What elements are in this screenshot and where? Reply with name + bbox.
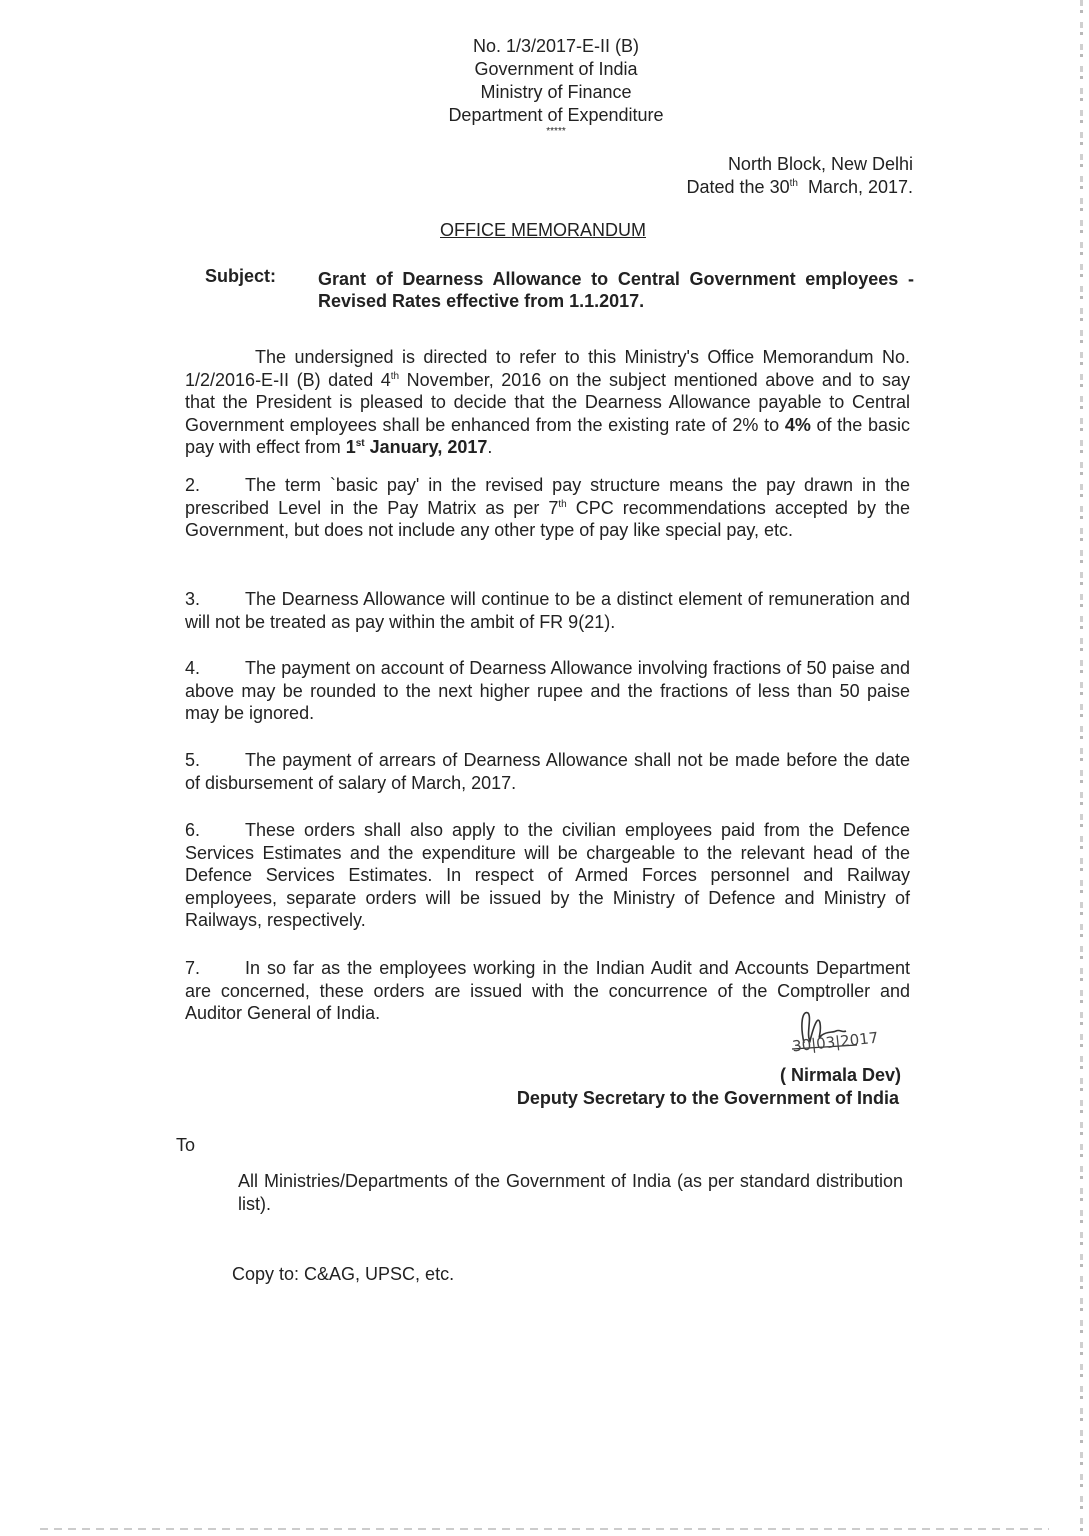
paragraph-6 bbox=[185, 819, 910, 932]
p6-text: These orders shall also apply to the civilian employees paid from the Defence Services Estimates and the expenditure will be chargeable to the relevant head of the Defence Services Estimates. In respect of Armed Forces personnel and Railway employees, separate orders will be issued by the Ministry of Defence and Ministry of Railways, respectively. bbox=[185, 820, 910, 930]
subject-text: Grant of Dearness Allowance to Central Government employees - Revised Rates effective from 1.1.2017. bbox=[318, 269, 914, 311]
paragraph-4 bbox=[185, 657, 910, 725]
p4-text: The payment on account of Dearness Allowance involving fractions of 50 paise and above may be rounded to the next higher rupee and the fractions of less than 50 paise may be ignored. bbox=[185, 658, 910, 723]
p3-number: 3. bbox=[185, 589, 201, 609]
p2-text: The term `basic pay' in the revised pay structure means the pay drawn in the prescribed Level in the Pay Matrix as per 7 bbox=[185, 475, 910, 518]
signatory-name: ( Nirmala Dev) bbox=[779, 1065, 901, 1085]
government: Government of India bbox=[474, 59, 638, 79]
date-sup: th bbox=[789, 178, 798, 189]
p4-number: 4. bbox=[185, 658, 201, 678]
ministry: Ministry of Finance bbox=[480, 82, 632, 102]
memo-title: OFFICE MEMORANDUM bbox=[440, 220, 646, 240]
p5-number: 5. bbox=[185, 750, 201, 770]
p3-text: The Dearness Allowance will continue to be a distinct element of remuneration and will not be treated as pay within the ambit of FR 9(21). bbox=[185, 589, 910, 632]
p1-text: November, 2016 on the subject mentioned above and to say that the President is pleased to decide that the Dearness Allowance payable to Central Government employees shall be enhanced from the existing rate of 2% to bbox=[185, 369, 910, 435]
to-label: To bbox=[176, 1135, 196, 1155]
paragraph-5 bbox=[185, 749, 910, 794]
p2-number: 2. bbox=[185, 475, 201, 495]
p2-sup: th bbox=[558, 498, 567, 510]
p1-bold: 4% bbox=[784, 414, 811, 435]
p6-number: 6. bbox=[185, 820, 201, 840]
date bbox=[687, 176, 913, 199]
place-date bbox=[687, 153, 913, 199]
paragraph-1 bbox=[185, 346, 910, 459]
scan-edge bbox=[1080, 0, 1083, 1536]
signature-date: 30|03|2017 bbox=[791, 1028, 880, 1056]
p1-bold: January, 2017 bbox=[364, 437, 488, 457]
paragraph-3 bbox=[185, 588, 910, 633]
recipients: All Ministries/Departments of the Government of India (as per standard distribution list). bbox=[238, 1171, 903, 1214]
p1-bold: 1 bbox=[345, 437, 356, 457]
p1-text: of the basic pay with effect from bbox=[185, 414, 911, 457]
letterhead bbox=[0, 35, 1089, 137]
p1-sup: th bbox=[390, 370, 400, 382]
p5-text: The payment of arrears of Dearness Allowance shall not be made before the date of disbursement of salary of March, 2017. bbox=[185, 750, 910, 793]
file-number: No. 1/3/2017-E-II (B) bbox=[472, 36, 640, 56]
date-month: March, 2017. bbox=[797, 177, 913, 197]
p7-text: In so far as the employees working in the Indian Audit and Accounts Department are concerned, these orders are issued with the concurrence of the Comptroller and Auditor General of India. bbox=[185, 958, 910, 1023]
copy-to: Copy to: C&AG, UPSC, etc. bbox=[232, 1264, 455, 1284]
place: North Block, New Delhi bbox=[727, 154, 913, 174]
date-text: Dated the 30 bbox=[686, 177, 790, 197]
p1-text: The undersigned is directed to refer to this Ministry's Office Memorandum No. 1/2/2016-E-II (B) dated 4 bbox=[185, 347, 910, 390]
p2-text: CPC recommendations accepted by the Government, but does not include any other type of pay like special pay, etc. bbox=[185, 497, 910, 540]
signatory-designation: Deputy Secretary to the Government of India bbox=[516, 1088, 899, 1108]
paragraph-2 bbox=[185, 474, 910, 542]
p7-number: 7. bbox=[185, 958, 201, 978]
p1-sup: st bbox=[355, 438, 365, 449]
p1-text: . bbox=[487, 437, 493, 457]
department: Department of Expenditure bbox=[448, 105, 664, 125]
subject-label: Subject: bbox=[205, 266, 277, 286]
scan-bottom-edge bbox=[40, 1528, 1049, 1530]
stars-divider: ***** bbox=[546, 126, 566, 137]
